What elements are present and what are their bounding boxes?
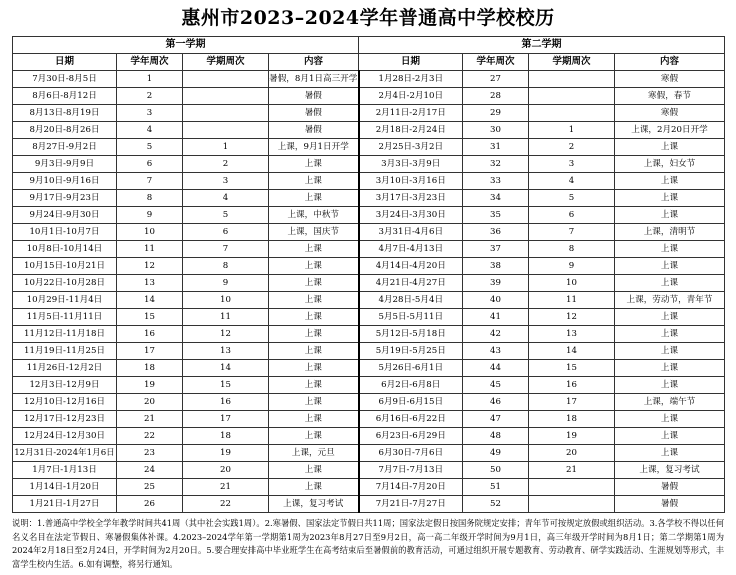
cell-term-week: 13	[183, 343, 269, 360]
cell-date: 9月3日-9月9日	[13, 156, 117, 173]
cell-date: 11月12日-11月18日	[13, 326, 117, 343]
cell-content: 上课	[269, 360, 359, 377]
cell-term-week: 17	[529, 394, 615, 411]
cell-date: 6月9日-6月15日	[359, 394, 463, 411]
cell-date: 4月28日-5月4日	[359, 292, 463, 309]
cell-content: 上课	[269, 275, 359, 292]
cell-content: 上课，2月20日开学	[615, 122, 725, 139]
cell-content: 暑假	[615, 479, 725, 496]
cell-year-week: 14	[117, 292, 183, 309]
cell-year-week: 42	[463, 326, 529, 343]
cell-term-week: 7	[529, 224, 615, 241]
cell-year-week: 24	[117, 462, 183, 479]
cell-year-week: 48	[463, 428, 529, 445]
cell-year-week: 2	[117, 88, 183, 105]
cell-term-week: 12	[183, 326, 269, 343]
cell-year-week: 11	[117, 241, 183, 258]
cell-date: 1月7日-1月13日	[13, 462, 117, 479]
cell-date: 12月24日-12月30日	[13, 428, 117, 445]
cell-date: 7月7日-7月13日	[359, 462, 463, 479]
cell-content: 上课	[269, 479, 359, 496]
cell-term-week: 3	[529, 156, 615, 173]
cell-term-week	[529, 496, 615, 513]
cell-year-week: 45	[463, 377, 529, 394]
cell-year-week: 21	[117, 411, 183, 428]
cell-date: 8月13日-8月19日	[13, 105, 117, 122]
cell-date: 5月12日-5月18日	[359, 326, 463, 343]
cell-year-week: 46	[463, 394, 529, 411]
cell-term-week: 2	[529, 139, 615, 156]
cell-content: 上课	[615, 360, 725, 377]
cell-date: 3月10日-3月16日	[359, 173, 463, 190]
cell-term-week: 18	[529, 411, 615, 428]
cell-term-week: 1	[529, 122, 615, 139]
semester-2-header: 第二学期	[359, 37, 725, 54]
cell-content: 上课	[615, 309, 725, 326]
cell-content: 上课	[269, 411, 359, 428]
cell-content: 上课	[615, 207, 725, 224]
cell-term-week: 14	[529, 343, 615, 360]
cell-content: 上课	[615, 411, 725, 428]
cell-content: 上课	[269, 326, 359, 343]
cell-term-week: 8	[183, 258, 269, 275]
cell-term-week: 3	[183, 173, 269, 190]
cell-content: 上课，清明节	[615, 224, 725, 241]
notes: 说明：1.普通高中学校全学年教学时间共41周（其中社会实践1周）。2.寒暑假、国家法定节假日共11周；国家法定假日按国务院规定安排；青年节可按规定放假或组织活动。3.各学校不得以任何名义名目在法定节假日、寒暑假集体补课。4.2023–2024学年第一学期第1周为2023年8月27日至9月2日，高一高二年级开学时间为9月1日，高三年级开学时间为8月1日；第二学期第1周为2024年2月18日至2月24日，开学时间为2月20日。5.要合理安排高中毕业班学生在高考结束后至暑假前的教育活动，可通过组织开展专题教育、劳动教育、研学实践活动、生涯规划等形式，丰富学生校内生活。6.如有调整，将另行通知。	[12, 518, 724, 569]
cell-year-week: 3	[117, 105, 183, 122]
cell-year-week: 26	[117, 496, 183, 513]
cell-date: 11月5日-11月11日	[13, 309, 117, 326]
cell-term-week: 11	[183, 309, 269, 326]
cell-content: 上课	[615, 241, 725, 258]
cell-content: 上课	[269, 309, 359, 326]
table-row	[13, 105, 725, 122]
cell-term-week: 14	[183, 360, 269, 377]
cell-content: 上课	[269, 173, 359, 190]
cell-term-week: 20	[183, 462, 269, 479]
cell-term-week: 11	[529, 292, 615, 309]
cell-year-week: 51	[463, 479, 529, 496]
table-row	[13, 445, 725, 462]
cell-term-week: 22	[183, 496, 269, 513]
cell-content: 上课，劳动节，青年节	[615, 292, 725, 309]
cell-term-week: 10	[529, 275, 615, 292]
table-row	[13, 275, 725, 292]
cell-date: 11月19日-11月25日	[13, 343, 117, 360]
cell-date: 3月3日-3月9日	[359, 156, 463, 173]
cell-year-week: 1	[117, 71, 183, 88]
cell-term-week: 19	[183, 445, 269, 462]
column-header-date: 日期	[359, 54, 463, 71]
cell-year-week: 22	[117, 428, 183, 445]
cell-term-week: 19	[529, 428, 615, 445]
cell-year-week: 8	[117, 190, 183, 207]
cell-term-week	[183, 122, 269, 139]
table-row	[13, 190, 725, 207]
cell-term-week: 6	[183, 224, 269, 241]
cell-term-week	[529, 479, 615, 496]
cell-date: 10月22日-10月28日	[13, 275, 117, 292]
cell-term-week: 20	[529, 445, 615, 462]
table-row	[13, 292, 725, 309]
cell-term-week: 5	[183, 207, 269, 224]
cell-date: 2月25日-3月2日	[359, 139, 463, 156]
table-row	[13, 377, 725, 394]
table-row	[13, 496, 725, 513]
semester-1-header: 第一学期	[13, 37, 359, 54]
cell-year-week: 13	[117, 275, 183, 292]
cell-date: 1月14日-1月20日	[13, 479, 117, 496]
cell-term-week: 1	[183, 139, 269, 156]
cell-year-week: 32	[463, 156, 529, 173]
cell-date: 5月19日-5月25日	[359, 343, 463, 360]
column-header-date: 日期	[13, 54, 117, 71]
cell-content: 寒假	[615, 105, 725, 122]
cell-term-week	[183, 88, 269, 105]
cell-content: 上课，复习考试	[269, 496, 359, 513]
cell-date: 12月10日-12月16日	[13, 394, 117, 411]
cell-date: 10月15日-10月21日	[13, 258, 117, 275]
cell-content: 上课，中秋节	[269, 207, 359, 224]
cell-year-week: 40	[463, 292, 529, 309]
table-row	[13, 394, 725, 411]
cell-year-week: 19	[117, 377, 183, 394]
cell-year-week: 39	[463, 275, 529, 292]
cell-year-week: 27	[463, 71, 529, 88]
cell-content: 上课，端午节	[615, 394, 725, 411]
table-row	[13, 258, 725, 275]
cell-year-week: 52	[463, 496, 529, 513]
cell-year-week: 10	[117, 224, 183, 241]
cell-year-week: 44	[463, 360, 529, 377]
cell-content: 上课	[269, 258, 359, 275]
cell-year-week: 49	[463, 445, 529, 462]
cell-term-week: 16	[529, 377, 615, 394]
cell-content: 上课	[269, 462, 359, 479]
cell-term-week: 4	[183, 190, 269, 207]
cell-year-week: 7	[117, 173, 183, 190]
cell-year-week: 4	[117, 122, 183, 139]
cell-date: 9月10日-9月16日	[13, 173, 117, 190]
column-header-content: 内容	[615, 54, 725, 71]
page-title: 惠州市2023–2024学年普通高中学校校历	[181, 7, 555, 29]
table-row	[13, 428, 725, 445]
cell-date: 5月5日-5月11日	[359, 309, 463, 326]
cell-year-week: 38	[463, 258, 529, 275]
table-row	[13, 411, 725, 428]
cell-content: 上课	[615, 445, 725, 462]
cell-year-week: 23	[117, 445, 183, 462]
cell-term-week: 17	[183, 411, 269, 428]
cell-content: 暑假	[615, 496, 725, 513]
cell-year-week: 31	[463, 139, 529, 156]
cell-content: 上课	[269, 292, 359, 309]
cell-term-week: 12	[529, 309, 615, 326]
cell-term-week: 21	[529, 462, 615, 479]
cell-date: 10月8日-10月14日	[13, 241, 117, 258]
column-header-content: 内容	[269, 54, 359, 71]
cell-year-week: 50	[463, 462, 529, 479]
cell-date: 8月6日-8月12日	[13, 88, 117, 105]
cell-date: 8月27日-9月2日	[13, 139, 117, 156]
cell-year-week: 37	[463, 241, 529, 258]
cell-content: 上课	[269, 377, 359, 394]
table-row	[13, 156, 725, 173]
cell-date: 6月30日-7月6日	[359, 445, 463, 462]
cell-term-week: 21	[183, 479, 269, 496]
cell-date: 12月3日-12月9日	[13, 377, 117, 394]
cell-date: 8月20日-8月26日	[13, 122, 117, 139]
cell-year-week: 12	[117, 258, 183, 275]
cell-year-week: 18	[117, 360, 183, 377]
calendar-body	[13, 71, 725, 513]
school-calendar-table	[12, 36, 725, 513]
cell-date: 6月2日-6月8日	[359, 377, 463, 394]
cell-content: 暑假，8月1日高三开学	[269, 71, 359, 88]
cell-date: 5月26日-6月1日	[359, 360, 463, 377]
cell-content: 上课	[269, 156, 359, 173]
table-row	[13, 71, 725, 88]
table-row	[13, 241, 725, 258]
cell-date: 4月21日-4月27日	[359, 275, 463, 292]
cell-year-week: 6	[117, 156, 183, 173]
cell-year-week: 9	[117, 207, 183, 224]
cell-content: 上课	[615, 173, 725, 190]
cell-date: 10月29日-11月4日	[13, 292, 117, 309]
cell-content: 上课	[269, 190, 359, 207]
table-row	[13, 207, 725, 224]
cell-content: 寒假，春节	[615, 88, 725, 105]
cell-content: 上课，元旦	[269, 445, 359, 462]
column-header-term-week: 学期周次	[529, 54, 615, 71]
table-row	[13, 309, 725, 326]
table-row	[13, 462, 725, 479]
cell-year-week: 17	[117, 343, 183, 360]
cell-content: 上课	[615, 139, 725, 156]
cell-term-week: 7	[183, 241, 269, 258]
cell-term-week: 2	[183, 156, 269, 173]
column-header-year-week: 学年周次	[463, 54, 529, 71]
cell-date: 7月30日-8月5日	[13, 71, 117, 88]
cell-date: 4月7日-4月13日	[359, 241, 463, 258]
cell-year-week: 28	[463, 88, 529, 105]
cell-year-week: 29	[463, 105, 529, 122]
cell-term-week: 6	[529, 207, 615, 224]
cell-date: 12月31日-2024年1月6日	[13, 445, 117, 462]
cell-date: 7月14日-7月20日	[359, 479, 463, 496]
cell-date: 3月24日-3月30日	[359, 207, 463, 224]
cell-content: 暑假	[269, 122, 359, 139]
cell-date: 9月17日-9月23日	[13, 190, 117, 207]
cell-content: 寒假	[615, 71, 725, 88]
cell-content: 上课	[269, 241, 359, 258]
cell-date: 2月11日-2月17日	[359, 105, 463, 122]
cell-term-week: 16	[183, 394, 269, 411]
cell-date: 11月26日-12月2日	[13, 360, 117, 377]
cell-date: 2月18日-2月24日	[359, 122, 463, 139]
cell-term-week: 13	[529, 326, 615, 343]
table-row	[13, 224, 725, 241]
cell-term-week: 15	[529, 360, 615, 377]
column-header-year-week: 学年周次	[117, 54, 183, 71]
cell-content: 上课	[615, 428, 725, 445]
cell-year-week: 33	[463, 173, 529, 190]
cell-year-week: 25	[117, 479, 183, 496]
table-row	[13, 139, 725, 156]
cell-content: 上课，9月1日开学	[269, 139, 359, 156]
cell-date: 6月16日-6月22日	[359, 411, 463, 428]
cell-year-week: 20	[117, 394, 183, 411]
cell-date: 1月21日-1月27日	[13, 496, 117, 513]
cell-term-week: 4	[529, 173, 615, 190]
table-row	[13, 479, 725, 496]
cell-content: 暑假	[269, 105, 359, 122]
cell-content: 上课	[615, 275, 725, 292]
cell-year-week: 41	[463, 309, 529, 326]
cell-term-week	[529, 71, 615, 88]
cell-term-week: 9	[529, 258, 615, 275]
cell-date: 4月14日-4月20日	[359, 258, 463, 275]
cell-content: 上课，妇女节	[615, 156, 725, 173]
cell-term-week: 10	[183, 292, 269, 309]
cell-year-week: 35	[463, 207, 529, 224]
cell-year-week: 43	[463, 343, 529, 360]
cell-term-week: 15	[183, 377, 269, 394]
cell-term-week: 8	[529, 241, 615, 258]
cell-term-week: 9	[183, 275, 269, 292]
cell-date: 3月17日-3月23日	[359, 190, 463, 207]
cell-content: 暑假	[269, 88, 359, 105]
cell-year-week: 15	[117, 309, 183, 326]
cell-term-week	[529, 88, 615, 105]
cell-date: 3月31日-4月6日	[359, 224, 463, 241]
cell-date: 10月1日-10月7日	[13, 224, 117, 241]
cell-term-week: 5	[529, 190, 615, 207]
cell-date: 1月28日-2月3日	[359, 71, 463, 88]
table-row	[13, 343, 725, 360]
table-row	[13, 173, 725, 190]
cell-term-week	[183, 71, 269, 88]
cell-date: 9月24日-9月30日	[13, 207, 117, 224]
cell-year-week: 5	[117, 139, 183, 156]
cell-year-week: 47	[463, 411, 529, 428]
table-row	[13, 122, 725, 139]
cell-content: 上课	[615, 190, 725, 207]
cell-content: 上课，国庆节	[269, 224, 359, 241]
cell-year-week: 34	[463, 190, 529, 207]
cell-term-week	[529, 105, 615, 122]
cell-content: 上课	[269, 428, 359, 445]
cell-term-week: 18	[183, 428, 269, 445]
cell-date: 12月17日-12月23日	[13, 411, 117, 428]
cell-content: 上课	[615, 258, 725, 275]
cell-content: 上课	[269, 343, 359, 360]
cell-date: 2月4日-2月10日	[359, 88, 463, 105]
cell-date: 7月21日-7月27日	[359, 496, 463, 513]
cell-year-week: 30	[463, 122, 529, 139]
cell-year-week: 36	[463, 224, 529, 241]
cell-year-week: 16	[117, 326, 183, 343]
table-row	[13, 326, 725, 343]
cell-content: 上课	[269, 394, 359, 411]
table-row	[13, 88, 725, 105]
cell-content: 上课	[615, 343, 725, 360]
cell-term-week	[183, 105, 269, 122]
cell-date: 6月23日-6月29日	[359, 428, 463, 445]
cell-content: 上课，复习考试	[615, 462, 725, 479]
cell-content: 上课	[615, 377, 725, 394]
column-header-term-week: 学期周次	[183, 54, 269, 71]
cell-content: 上课	[615, 326, 725, 343]
table-row	[13, 360, 725, 377]
